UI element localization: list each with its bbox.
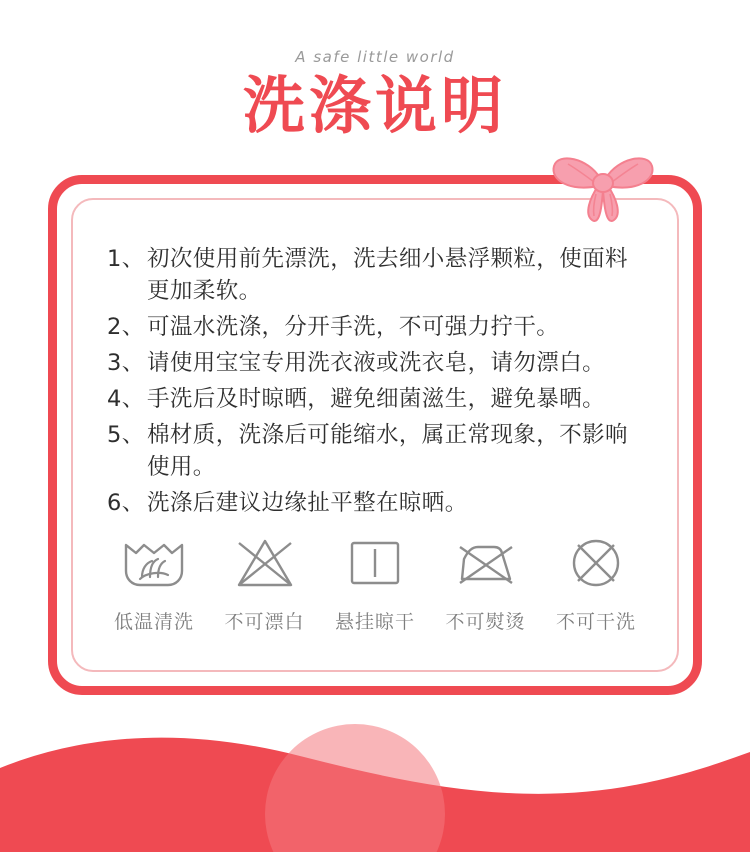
care-symbol-wash: [99, 533, 209, 634]
care-symbol-label: 不可熨烫: [445, 611, 526, 633]
list-item-text: 请使用宝宝专用洗衣液或洗衣皂，请勿漂白。: [147, 349, 606, 376]
list-item: [107, 488, 647, 520]
instruction-card-inner: [71, 198, 679, 672]
list-item-number: 3、: [107, 349, 145, 376]
instruction-card: [48, 175, 702, 695]
care-symbol-label: 不可干洗: [555, 611, 636, 633]
list-item-text: 洗涤后建议边缘扯平整在晾晒。: [147, 489, 468, 516]
no-dryclean-icon: [541, 533, 651, 593]
care-symbol-label: 低温清洗: [113, 611, 194, 633]
list-item-text: 初次使用前先漂洗，洗去细小悬浮颗粒，使面料更加柔软。: [147, 246, 628, 304]
care-symbol-label: 不可漂白: [224, 611, 305, 633]
care-symbol-row: [99, 533, 651, 634]
no-iron-icon: [431, 533, 541, 593]
list-item-number: 1、: [107, 246, 145, 272]
bow-icon: [548, 140, 658, 230]
list-item-text: 棉材质，洗涤后可能缩水，属正常现象，不影响使用。: [147, 421, 628, 480]
page-title: 洗涤说明: [242, 69, 507, 142]
list-item-number: 2、: [107, 313, 145, 340]
list-item: [107, 244, 647, 308]
care-symbol-label: 悬挂晾干: [334, 611, 415, 633]
list-item-number: 6、: [107, 489, 145, 516]
list-item-number: 5、: [107, 421, 145, 448]
wash-hand-icon: [99, 533, 209, 593]
care-symbol-bleach: [210, 533, 320, 634]
list-item: [107, 348, 647, 380]
list-item: [107, 312, 647, 344]
instruction-list: [107, 244, 647, 524]
care-symbol-linedry: [320, 533, 430, 634]
list-item-text: 可温水洗涤，分开手洗，不可强力拧干。: [147, 313, 560, 340]
care-symbol-iron: [431, 533, 541, 634]
care-symbol-dryclean: [541, 533, 651, 634]
eyebrow-text: A safe little world: [295, 48, 455, 66]
list-item-number: 4、: [107, 385, 145, 412]
list-item-text: 手洗后及时晾晒，避免细菌滋生，避免暴晒。: [147, 385, 606, 412]
list-item: [107, 420, 647, 484]
no-bleach-icon: [210, 533, 320, 593]
list-item: [107, 384, 647, 416]
line-dry-icon: [320, 533, 430, 593]
